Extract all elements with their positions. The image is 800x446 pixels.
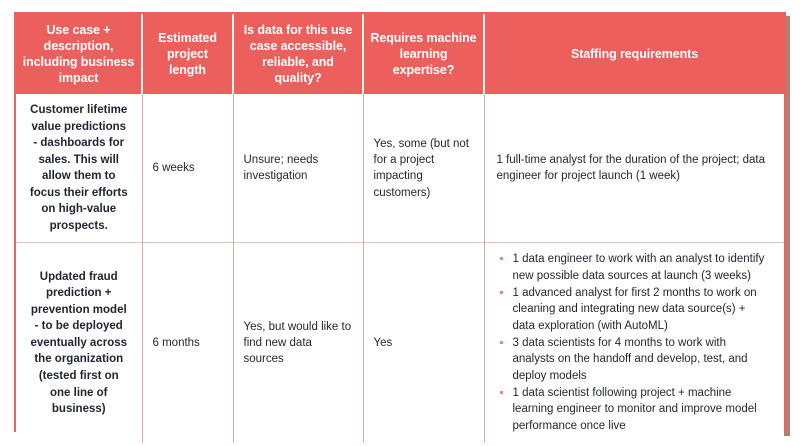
column-header-data-quality: Is data for this use case accessible, reliable, and quality? [233, 14, 363, 94]
column-header-estimated-length: Estimated project length [142, 14, 233, 94]
table-header [16, 14, 784, 94]
cell-use-case: Updated fraud prediction + prevention model - to be deployed eventually across the organization (tested first on one line of business) [16, 243, 142, 443]
table-header-row [16, 14, 784, 94]
cell-ml-expertise: Yes [363, 243, 484, 443]
use-case-table-container [14, 12, 786, 432]
column-header-staffing: Staffing requirements [484, 14, 784, 94]
staffing-list [497, 251, 771, 434]
cell-data-quality: Yes, but would like to find new data sources [233, 243, 363, 443]
cell-estimated-length: 6 months [142, 243, 233, 443]
cell-estimated-length: 6 weeks [142, 94, 233, 243]
cell-staffing: 1 full-time analyst for the duration of the project; data engineer for project launch (1 week) [484, 94, 784, 243]
list-item: 1 data scientist following project + machine learning engineer to monitor and improve model performance once live [497, 385, 771, 434]
table-row [16, 243, 784, 443]
list-item: 1 data engineer to work with an analyst to identify new possible data sources at launch (3 weeks) [497, 251, 771, 284]
list-item: 3 data scientists for 4 months to work with analysts on the handoff and develop, test, and deploy models [497, 335, 771, 384]
cell-ml-expertise: Yes, some (but not for a project impacting customers) [363, 94, 484, 243]
use-case-table [16, 14, 784, 443]
table-body [16, 94, 784, 443]
list-item: 1 advanced analyst for first 2 months to work on cleaning and integrating new data source(s) + data exploration (with AutoML) [497, 285, 771, 334]
cell-use-case: Customer lifetime value predictions - dashboards for sales. This will allow them to focus their efforts on high-value prospects. [16, 94, 142, 243]
table-row [16, 94, 784, 243]
column-header-ml-expertise: Requires machine learning expertise? [363, 14, 484, 94]
cell-staffing [484, 243, 784, 443]
column-header-use-case: Use case + description, including business impact [16, 14, 142, 94]
cell-data-quality: Unsure; needs investigation [233, 94, 363, 243]
